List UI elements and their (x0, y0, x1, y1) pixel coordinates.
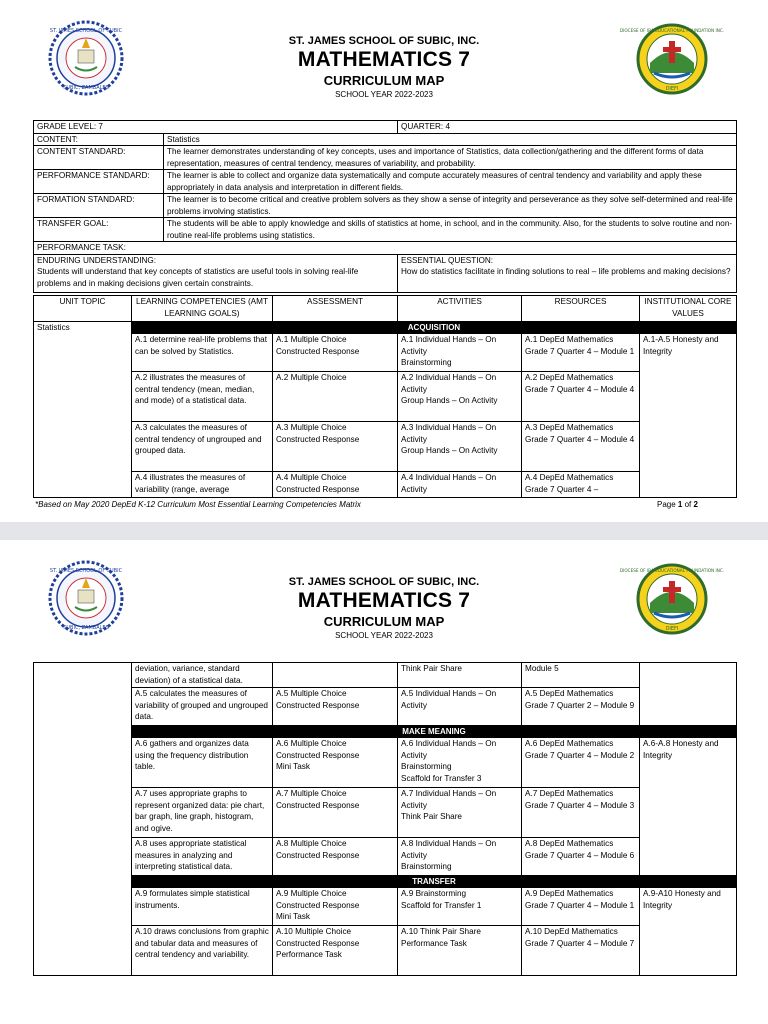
core-values-acquisition: A.1-A.5 Honesty and Integrity (640, 334, 737, 498)
school-year: SCHOOL YEAR 2022-2023 (335, 631, 433, 640)
subject-title: MATHEMATICS 7 (297, 589, 471, 612)
table-row (34, 926, 737, 976)
unit-topic-cell: Statistics (34, 322, 132, 498)
map-title: CURRICULUM MAP (323, 73, 445, 88)
transfer-goal-label: TRANSFER GOAL: (34, 218, 164, 242)
formation-standard-label: FORMATION STANDARD: (34, 194, 164, 218)
assessment-a6: A.6 Multiple Choice Constructed Response Mini Task (273, 738, 398, 788)
formation-standard-value: The learner is to become critical and creative problem solvers as they show a sense of integrity and perseverance as they solve self-determined and real-life problems involving statistics. (164, 194, 737, 218)
competency-a5: A.5 calculates the measures of variability of grouped and ungrouped data. (132, 688, 273, 726)
svg-text:DIEFI: DIEFI (665, 626, 679, 632)
table-row (34, 663, 737, 688)
core-values-transfer: A.9-A10 Honesty and Integrity (640, 888, 737, 976)
resources-a1: A.1 DepEd Mathematics Grade 7 Quarter 4 – Module 1 (522, 334, 640, 372)
stage-acquisition: ACQUISITION (132, 322, 737, 334)
essential-question (398, 254, 737, 292)
competency-a1: A.1 determine real-life problems that can be solved by Statistics. (132, 334, 273, 372)
school-name: ST. JAMES SCHOOL OF SUBIC, INC. (288, 576, 480, 588)
activities-a2: A.2 Individual Hands – On Activity Group Hands – On Activity (398, 372, 522, 422)
content-standard-value: The learner demonstrates understanding of key concepts, uses and importance of Statistics, data collection/gathering and the different forms of data representation, measures of central tendency, measures of variability, and probability. (164, 146, 737, 170)
assessment-a4: A.4 Multiple Choice Constructed Response (273, 472, 398, 498)
activities-a8: A.8 Individual Hands – On Activity Brainstorming (398, 838, 522, 876)
curriculum-info-table (33, 120, 737, 293)
school-year: SCHOOL YEAR 2022-2023 (335, 90, 433, 99)
content-label: CONTENT: (34, 133, 164, 146)
essential-value: How do statistics facilitate in finding solutions to real – life problems and making decisions? (401, 267, 731, 276)
activities-a3: A.3 Individual Hands – On Activity Group Hands – On Activity (398, 422, 522, 472)
col-header-core-values: INSTITUTIONAL CORE VALUES (640, 296, 737, 322)
content-value: Statistics (164, 133, 737, 146)
activities-a1: A.1 Individual Hands – On Activity Brainstorming (398, 334, 522, 372)
col-header-activities: ACTIVITIES (398, 296, 522, 322)
col-header-competencies: LEARNING COMPETENCIES (AMT LEARNING GOALS) (132, 296, 273, 322)
page-number: Page 1 of 2 (657, 500, 698, 509)
core-values-make-meaning: A.6-A.8 Honesty and Integrity (640, 738, 737, 876)
activities-a10: A.10 Think Pair Share Performance Task (398, 926, 522, 976)
competency-a10: A.10 draws conclusions from graphic and tabular data and measures of central tendency and variability. (132, 926, 273, 976)
unit-topic-cell (34, 663, 132, 976)
content-standard-label: CONTENT STANDARD: (34, 146, 164, 170)
competency-a4: A.4 illustrates the measures of variability (range, average (132, 472, 273, 498)
core-values-acquisition-cont (640, 663, 737, 726)
resources-a4-cont: Module 5 (522, 663, 640, 688)
table-row (34, 888, 737, 926)
curriculum-map-table (33, 295, 737, 498)
performance-standard-label: PERFORMANCE STANDARD: (34, 170, 164, 194)
transfer-goal-value: The students will be able to apply knowledge and skills of statistics at home, in school, and in the community. Also, for the students to solve routine and non-routine real-life problems using statistics. (164, 218, 737, 242)
curriculum-map-table-continued (33, 662, 737, 976)
resources-a3: A.3 DepEd Mathematics Grade 7 Quarter 4 – Module 4 (522, 422, 640, 472)
essential-label: ESSENTIAL QUESTION: (401, 255, 494, 265)
enduring-understanding (34, 254, 398, 292)
table-row (34, 788, 737, 838)
col-header-unit-topic: UNIT TOPIC (34, 296, 132, 322)
assessment-a10: A.10 Multiple Choice Constructed Response Performance Task (273, 926, 398, 976)
svg-text:DIEFI: DIEFI (665, 86, 679, 92)
activities-a4: A.4 Individual Hands – On Activity (398, 472, 522, 498)
table-row (34, 738, 737, 788)
competency-a3: A.3 calculates the measures of central tendency of ungrouped and grouped data. (132, 422, 273, 472)
resources-a2: A.2 DepEd Mathematics Grade 7 Quarter 4 – Module 4 (522, 372, 640, 422)
resources-a8: A.8 DepEd Mathematics Grade 7 Quarter 4 – Module 6 (522, 838, 640, 876)
assessment-a9: A.9 Multiple Choice Constructed Response Mini Task (273, 888, 398, 926)
svg-text:DIOCESE OF IBA EDUCATIONAL FOU: DIOCESE OF IBA EDUCATIONAL FOUNDATION INC. (619, 28, 725, 33)
assessment-a4-cont (273, 663, 398, 688)
quarter: QUARTER: 4 (398, 121, 737, 134)
school-name: ST. JAMES SCHOOL OF SUBIC, INC. (288, 35, 480, 47)
resources-a9: A.9 DepEd Mathematics Grade 7 Quarter 4 – Module 1 (522, 888, 640, 926)
competency-a7: A.7 uses appropriate graphs to represent organized data: pie chart, bar graph, line graph, histogram, and ogive. (132, 788, 273, 838)
col-header-resources: RESOURCES (522, 296, 640, 322)
assessment-a1: A.1 Multiple Choice Constructed Response (273, 334, 398, 372)
assessment-a2: A.2 Multiple Choice (273, 372, 398, 422)
enduring-label: ENDURING UNDERSTANDING: (37, 255, 157, 265)
stage-make-meaning: MAKE MEANING (132, 726, 737, 738)
table-row (34, 372, 737, 422)
performance-task-label: PERFORMANCE TASK: (34, 242, 737, 255)
svg-text:SUBIC, ZAMBALES: SUBIC, ZAMBALES (63, 625, 109, 631)
svg-text:SUBIC, ZAMBALES: SUBIC, ZAMBALES (63, 85, 109, 91)
subject-title: MATHEMATICS 7 (297, 48, 471, 71)
map-title: CURRICULUM MAP (323, 614, 445, 629)
assessment-a5: A.5 Multiple Choice Constructed Response (273, 688, 398, 726)
resources-a5: A.5 DepEd Mathematics Grade 7 Quarter 2 – Module 9 (522, 688, 640, 726)
activities-a5: A.5 Individual Hands – On Activity (398, 688, 522, 726)
performance-standard-value: The learner is able to collect and organize data systematically and compute accurately measures of central tendency and variability and apply these appropriately in data analysis and interpretation in different fields. (164, 170, 737, 194)
resources-a10: A.10 DepEd Mathematics Grade 7 Quarter 4 – Module 7 (522, 926, 640, 976)
competency-a2: A.2 illustrates the measures of central tendency (mean, median, and mode) of a statistical data. (132, 372, 273, 422)
activities-a9: A.9 Brainstorming Scaffold for Transfer 1 (398, 888, 522, 926)
competency-a6: A.6 gathers and organizes data using the frequency distribution table. (132, 738, 273, 788)
activities-a7: A.7 Individual Hands – On Activity Think Pair Share (398, 788, 522, 838)
resources-a4: A.4 DepEd Mathematics Grade 7 Quarter 4 – (522, 472, 640, 498)
competency-a8: A.8 uses appropriate statistical measures in analyzing and interpreting statistical data. (132, 838, 273, 876)
footer-note: *Based on May 2020 DepEd K-12 Curriculum Most Essential Learning Competencies Matrix (35, 500, 361, 509)
page-2 (0, 540, 768, 1024)
activities-a4-cont: Think Pair Share (398, 663, 522, 688)
table-row (34, 334, 737, 372)
table-row (34, 838, 737, 876)
svg-text:DIOCESE OF IBA EDUCATIONAL FOU: DIOCESE OF IBA EDUCATIONAL FOUNDATION INC. (619, 568, 725, 573)
resources-a7: A.7 DepEd Mathematics Grade 7 Quarter 4 – Module 3 (522, 788, 640, 838)
assessment-a3: A.3 Multiple Choice Constructed Response (273, 422, 398, 472)
enduring-value: Students will understand that key concepts of statistics are useful tools in solving real-life problems and in making decisions given certain constraints. (37, 267, 359, 288)
assessment-a7: A.7 Multiple Choice Constructed Response (273, 788, 398, 838)
competency-a9: A.9 formulates simple statistical instruments. (132, 888, 273, 926)
svg-text:ST. JAMES SCHOOL OF SUBIC: ST. JAMES SCHOOL OF SUBIC (49, 28, 123, 34)
grade-level: GRADE LEVEL: 7 (34, 121, 398, 134)
document-header (0, 576, 768, 640)
col-header-assessment: ASSESSMENT (273, 296, 398, 322)
activities-a6: A.6 Individual Hands – On Activity Brainstorming Scaffold for Transfer 3 (398, 738, 522, 788)
competency-a4-cont: deviation, variance, standard deviation) of a statistical data. (132, 663, 273, 688)
stage-transfer: TRANSFER (132, 876, 737, 888)
assessment-a8: A.8 Multiple Choice Constructed Response (273, 838, 398, 876)
document-header (0, 35, 768, 99)
svg-text:ST. JAMES SCHOOL OF SUBIC: ST. JAMES SCHOOL OF SUBIC (49, 568, 123, 574)
table-row (34, 472, 737, 498)
resources-a6: A.6 DepEd Mathematics Grade 7 Quarter 4 – Module 2 (522, 738, 640, 788)
table-row (34, 688, 737, 726)
table-row (34, 422, 737, 472)
